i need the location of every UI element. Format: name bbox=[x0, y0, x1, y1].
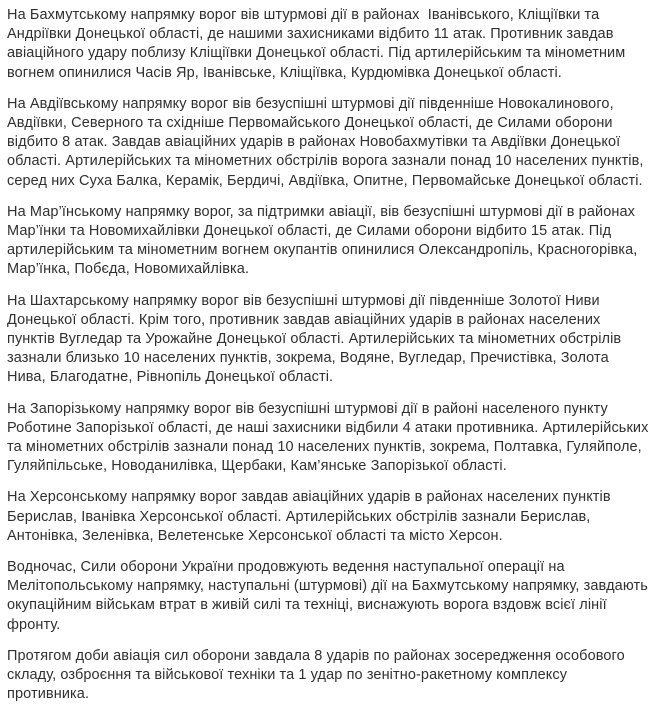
paragraph-aviation-strikes-summary: Протягом доби авіація сил оборони завдала 8 ударів по районах зосередження особового складу, озброєння та військової техніки та 1 удар по зенітно-ракетному комплексу противника. bbox=[7, 647, 629, 703]
paragraph-avdiivka-direction: На Авдіївському напрямку ворог вів безуспішні штурмові дії південніше Новокалинового, Авдіївки, Северного та східніше Первомайського Донецької області, де Силами оборони відбито 8 атак. Завдав авіаційних ударів в районах Новобахмутівки та Авдіївки Донецької області. Артилерійських та мінометних обстрілів ворога зазнали понад 10 населених пунктів, серед них Суха Балка, Керамік, Бердичі, Авдіївка, Опитне, Первомайське Донецької області. bbox=[7, 95, 648, 189]
paragraph-marinka-direction: На Мар’їнському напрямку ворог, за підтримки авіації, вів безуспішні штурмові дії в районах Мар’їнки та Новомихайлівки Донецької області, де Силами оборони відбито 15 атак. Під артилерійським та мінометним вогнем окупантів опинилися Олександропіль, Красногорівка, Мар’їнка, Побєда, Новомихайлівка. bbox=[7, 203, 642, 278]
paragraph-shakhtarsk-direction: На Шахтарському напрямку ворог вів безуспішні штурмові дії південніше Золотої Ниви Донецької області. Крім того, противник завдав авіаційних ударів в районах населених пунктів Вугледар та Урожайне Донецької області. Артилерійських та мінометних обстрілів зазнали близько 10 населених пунктів, зокрема, Водяне, Вугледар, Пречистівка, Золота Нива, Благодатне, Рівнопіль Донецької області. bbox=[7, 292, 626, 386]
paragraph-defense-offensive-operations: Водночас, Сили оборони України продовжують ведення наступальної операції на Мелітопольському напрямку, наступальні (штурмові) дії на Бахмутському напрямку, завдають окупаційним військам втрат в живій силі та техніці, виснажують ворога вздовж всієї лінії фронту. bbox=[7, 559, 653, 633]
paragraph-kherson-direction: На Херсонському напрямку ворог завдав авіаційних ударів в районах населених пунктів Берислав, Іванівка Херсонської області. Артилерійських обстрілів зазнали Берислав, Антонівка, Зеленівка, Велетенське Херсонської області та місто Херсон. bbox=[7, 489, 615, 544]
paragraph-zaporizhzhia-direction: На Запорізькому напрямку ворог вів безуспішні штурмові дії в районі населеного пункту Роботине Запорізької області, де наші захисники відбили 4 атаки противника. Артилерійських та мінометних обстрілів зазнали понад 10 населених пунктів, зокрема, Полтавка, Гуляйполе, Гуляйпільське, Новоданилівка, Щербаки, Кам’янське Запорізької області. bbox=[7, 400, 653, 475]
paragraph-bakhmut-direction: На Бахмутському напрямку ворог вів штурмові дії в районах Іванівського, Кліщіївки та Андріївки Донецької області, де нашими захисниками відбито 11 атак. Противник завдав авіаційного удару поблизу Кліщіївки Донецької області. Під артилерійським та мінометним вогнем опинилися Часів Яр, Іванівське, Кліщіївка, Курдюмівка Донецької області. bbox=[7, 7, 630, 81]
